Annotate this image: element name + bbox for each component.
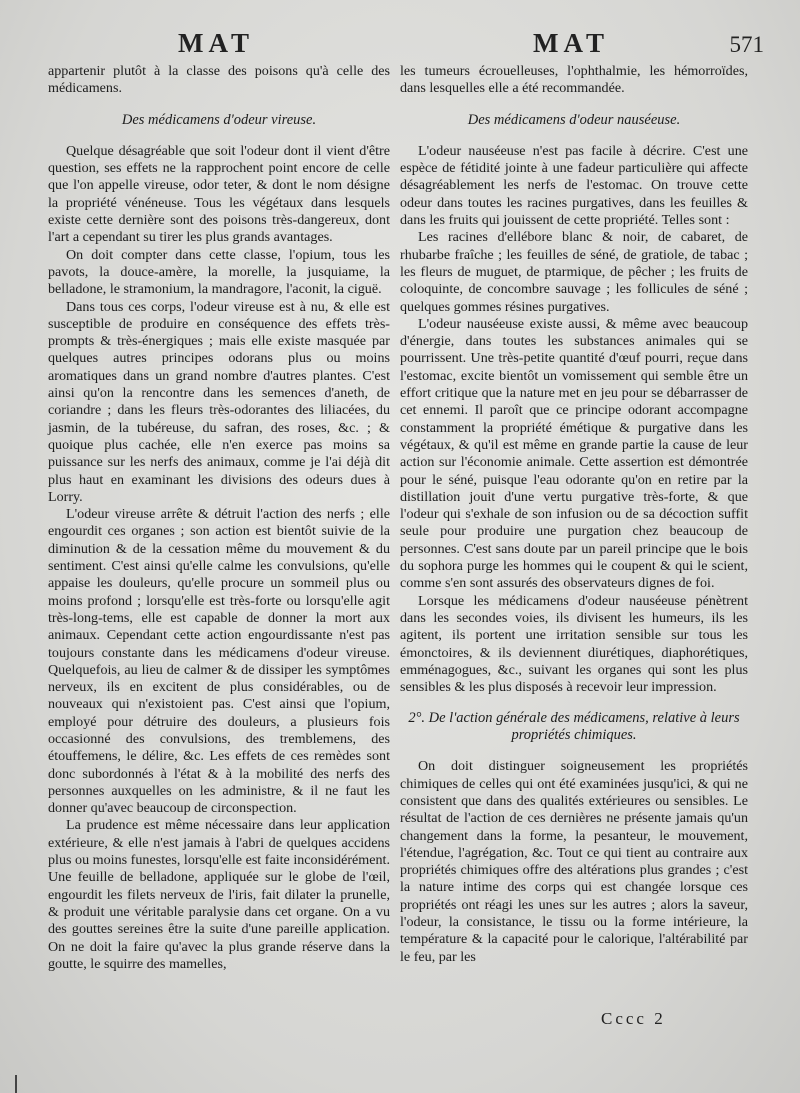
paragraph: On doit distinguer soigneusement les propriétés chimiques de celles qui ont été examinées jusqu'ici, & qui ne consistent que dans des qualités extérieures ou sensibles. Le résultat de l'action de ces dernières ne présente jamais qu'un changement dans la forme, la pesanteur, le mouvement, l'étendue, l'agrégation, &c. Tout ce qui tient au contraire aux propriétés chimiques offre des altérations plus grandes ; c'est la nature intime des corps qui est changée lorsque ces propriétés ont réagi les unes sur les autres ; alors la saveur, l'odeur, la consistance, le tissu ou la forme intérieure, la température & la capacité pour le calorique, l'altérabilité par le feu, par les [400,758,748,965]
left-intro-text: appartenir plutôt à la classe des poisons qu'à celle des médicamens. [48,63,390,97]
paragraph: Quelque désagréable que soit l'odeur dont il vient d'être question, ses effets ne la rapprochent point encore de celle que l'on appelle vireuse, odor teter, & dont le nom désigne la propriété vénéneuse. Tous les végétaux dans lesquels existe cette dernière sont des poisons très-dangereux, dont l'art a cependant su tirer les plus grands avantages. [48,142,390,246]
paragraph: L'odeur nauséeuse existe aussi, & même avec beaucoup d'énergie, dans toutes les substances animales qui se pourrissent. Une très-petite quantité d'œuf pourri, reçue dans l'estomac, excite bientôt un vomissement qui semble être un effort critique que la nature met en jeu pour se débarrasser de cet ennemi. Il paroît que ce principe odorant accompagne constamment la propriété émétique & purgative dans les végétaux, & qu'il est même en grande partie la cause de leur action sur l'économie animale. Cette assertion est démontrée pour le séné, puisque l'eau odorante qu'on en retire par la distillation jouit d'une vertu purgative très-forte, & que l'odeur qui s'exhale de son infusion ou de sa décoction suffit seule pour produire une purgation chez beaucoup de personnes. C'est sans doute par un pareil principe que le bois du sophora purge les hommes qui le coupent & qui le scient, comme s'en sont assurés des observateurs dignes de foi. [400,315,748,592]
paragraph: L'odeur vireuse arrête & détruit l'action des nerfs ; elle engourdit ces organes ; son action est bientôt suivie de la diminution & de la cessation même du mouvement & du sentiment. C'est ainsi qu'elle calme les convulsions, qu'elle appaise les douleurs, qu'elle procure un sommeil plus ou moins profond ; lorsqu'elle est très-forte ou lorsqu'elle agit très-long-tems, elle est capable de donner la mort aux animaux. Cependant cette action engourdissante n'est pas toujours constante dans les médicamens d'odeur vireuse. Quelquefois, au lieu de calmer & de dissiper les symptômes nerveux, ils en excitent de plus considérables, ou de nouveaux qui n'existoient pas. C'est ainsi que l'opium, employé pour détruire des douleurs, a plusieurs fois occasionné des convulsions, des tremblemens, des étouffemens, le délire, &c. Les effets de ces remèdes sont donc subordonnés à l'état & à la mobilité des nerfs des personnes auxquelles on les administre, & il ne faut les donner qu'avec beaucoup de circonspection. [48,506,390,817]
signature-mark: Cccc 2 [601,1009,666,1028]
section-heading-vireuse: Des médicamens d'odeur vireuse. [121,111,317,128]
paragraph: Lorsque les médicamens d'odeur nauséeuse pénètrent dans les secondes voies, ils divisent les humeurs, ils les agitent, ils portent une irritation sensible sur tous les émonctoires, & ils deviennent diurétiques, diaphorétiques, emménagogues, &c., suivant les organes qui sont les plus sensibles & les plus disposés à recevoir leur impression. [400,592,748,696]
paragraph: La prudence est même nécessaire dans leur application extérieure, & elle n'est jamais à l'abri de quelques accidens plus ou moins funestes, lorsqu'elle est faite inconsidérément. Une feuille de belladone, appliquée sur le globe de l'œil, engourdit les filets nerveux de l'iris, fait dilater la prunelle, & produit une véritable paralysie dans cet organe. On a vu des gouttes sereines être la suite d'une pareille application. On ne doit la faire qu'avec la plus grande réserve dans la goutte, le squirre des mamelles, [48,817,390,972]
header-left-word: MAT [178,28,254,58]
page-number: 571 [729,32,764,57]
paragraph: Les racines d'ellébore blanc & noir, de cabaret, de rhubarbe fraîche ; les feuilles de séné, de gratiole, de tabac ; les fleurs de muguet, de ptarmique, de pêcher ; les fruits de coloquinte, de concombre sauvage ; les follicules de séné ; quelques gommes résines purgatives. [400,229,748,315]
section-heading-chemical: 2°. De l'action générale des médicamens, relative à leurs propriétés chimiques. [408,710,740,744]
paragraph: L'odeur nauséeuse n'est pas facile à décrire. C'est une espèce de fétidité jointe à une fadeur particulière qui affecte désagréablement les nerfs de l'estomac. On trouve cette odeur dans toutes les racines purgatives, dans les feuilles & dans les fruits qui jouissent de cette propriété. Telles sont : [400,142,748,229]
right-column [400,63,748,966]
paragraph: Dans tous ces corps, l'odeur vireuse est à nu, & elle est susceptible de produire en conséquence des effets très-prompts & très-énergiques ; mais elle existe masquée par quelques autres principes odorans plus ou moins aromatiques dans un grand nombre d'autres plantes. C'est ainsi qu'on la rencontre dans les semences d'aneth, de coriandre ; dans les fleurs très-odorantes des liliacées, du jasmin, de la tubéreuse, du safran, des roses, &c. ; & quoique plus cachée, elle n'en exerce pas moins sa puissance sur les nerfs des animaux, comme je l'ai déjà dit plus haut en examinant les divisions des odeurs dues à Lorry. [48,298,390,505]
paragraph: On doit compter dans cette classe, l'opium, tous les pavots, la douce-amère, la morelle, la jusquiame, la belladone, le stramonium, la mandragore, l'aconit, la ciguë. [48,246,390,298]
header-right-word: MAT [533,28,609,58]
running-header [0,28,800,64]
left-column [48,63,390,973]
page-edge-mark [15,1075,17,1093]
section-heading-nauseeuse: Des médicamens d'odeur nauséeuse. [467,111,681,128]
right-intro-text: les tumeurs écrouelleuses, l'ophthalmie, les hémorroïdes, dans lesquelles elle a été recommandée. [400,63,748,97]
